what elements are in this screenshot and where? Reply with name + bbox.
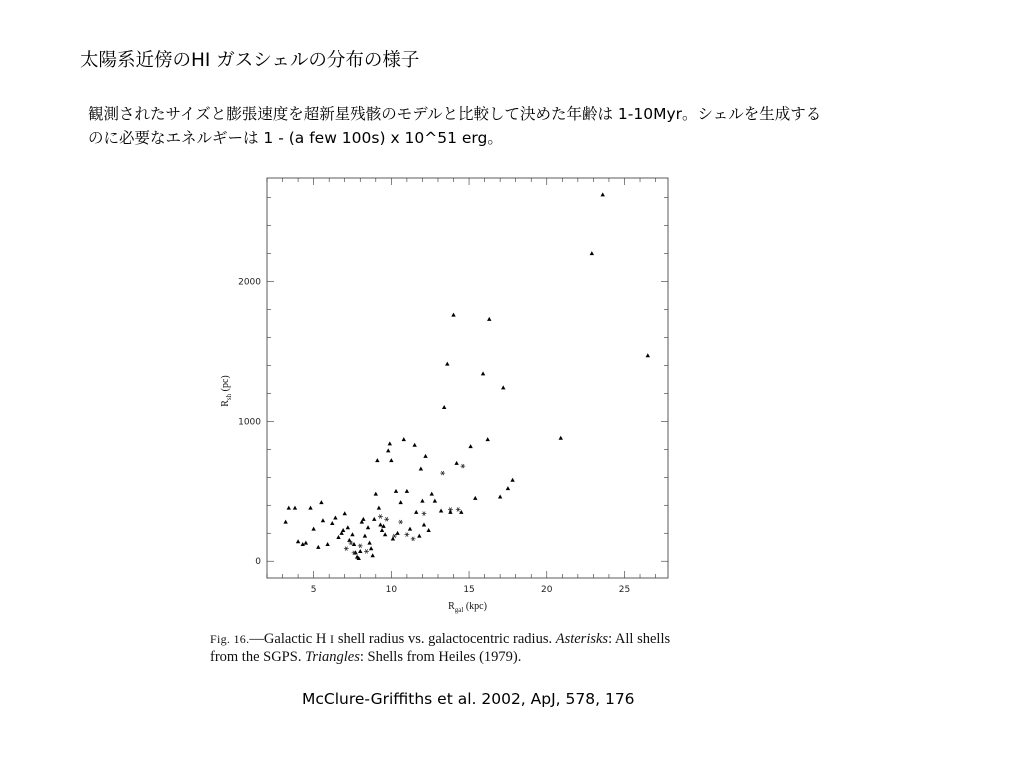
- asterisk-point: [422, 512, 427, 516]
- triangle-point: [448, 510, 452, 514]
- triangle-point: [383, 532, 387, 536]
- x-tick-label: 20: [541, 585, 553, 595]
- triangle-point: [325, 542, 329, 546]
- triangle-point: [311, 527, 315, 531]
- y-tick-label: 1000: [238, 417, 261, 428]
- triangle-point: [417, 534, 421, 538]
- triangle-point: [343, 511, 347, 515]
- y-tick-label: 2000: [238, 277, 261, 288]
- slide-title: 太陽系近傍のHI ガスシェルの分布の様子: [80, 50, 420, 71]
- caption-triangles-label: Triangles: [305, 649, 360, 665]
- triangle-point: [459, 510, 463, 514]
- triangle-point: [389, 458, 393, 462]
- triangle-point: [283, 520, 287, 524]
- figure-caption: [210, 630, 685, 666]
- caption-fig-label: Fig. 16.: [210, 632, 250, 646]
- triangle-point: [395, 531, 399, 535]
- triangle-point: [293, 506, 297, 510]
- description-line-2: のに必要なエネルギーは 1 - (a few 100s) x 10^51 erg。: [88, 129, 503, 147]
- asterisk-point: [398, 520, 403, 524]
- triangle-point: [422, 522, 426, 526]
- asterisk-point: [460, 464, 465, 468]
- triangle-point: [451, 313, 455, 317]
- triangle-point: [646, 353, 650, 357]
- triangle-point: [367, 541, 371, 545]
- triangle-point: [377, 506, 381, 510]
- triangle-point: [366, 525, 370, 529]
- triangle-point: [352, 542, 356, 546]
- triangle-point: [358, 549, 362, 553]
- triangle-point: [374, 492, 378, 496]
- triangle-point: [419, 467, 423, 471]
- triangle-point: [414, 510, 418, 514]
- asterisk-point: [378, 514, 383, 518]
- triangle-point: [296, 539, 300, 543]
- triangle-point: [481, 371, 485, 375]
- y-tick-label: 0: [255, 557, 261, 568]
- triangle-point: [559, 436, 563, 440]
- triangle-point: [473, 496, 477, 500]
- triangle-point: [433, 499, 437, 503]
- asterisk-point: [364, 549, 369, 553]
- triangle-point: [439, 508, 443, 512]
- asterisk-point: [404, 533, 409, 537]
- triangle-point: [426, 528, 430, 532]
- scatter-chart: [210, 170, 690, 630]
- triangle-point: [370, 553, 374, 557]
- triangle-point: [506, 486, 510, 490]
- caption-text-part1: —Galactic H: [249, 631, 327, 647]
- triangle-point: [510, 478, 514, 482]
- description-text: [88, 102, 988, 150]
- triangle-point: [501, 385, 505, 389]
- caption-triangles-text: : Shells from Heiles (1979).: [359, 649, 522, 665]
- triangle-point: [336, 535, 340, 539]
- triangle-point: [394, 489, 398, 493]
- triangle-point: [372, 517, 376, 521]
- triangle-point: [316, 545, 320, 549]
- x-tick-label: 10: [385, 585, 398, 595]
- x-tick-label: 15: [463, 585, 475, 595]
- asterisk-point: [456, 507, 461, 511]
- triangle-point: [601, 192, 605, 196]
- x-tick-label: 5: [310, 585, 317, 595]
- triangle-point: [350, 532, 354, 536]
- triangle-point: [423, 454, 427, 458]
- triangle-point: [498, 494, 502, 498]
- triangle-point: [369, 546, 373, 550]
- caption-text-part2: shell radius vs. galactocentric radius.: [334, 631, 556, 647]
- triangle-point: [380, 528, 384, 532]
- triangle-point: [486, 437, 490, 441]
- asterisk-point: [411, 537, 416, 541]
- triangle-point: [454, 461, 458, 465]
- triangle-point: [347, 538, 351, 542]
- triangle-point: [408, 527, 412, 531]
- triangle-point: [412, 443, 416, 447]
- triangle-point: [420, 499, 424, 503]
- triangle-point: [333, 515, 337, 519]
- triangle-point: [308, 506, 312, 510]
- description-line-1: 観測されたサイズと膨張速度を超新星残骸のモデルと比較して決めた年齢は 1-10Myr。シェルを生成する: [88, 105, 822, 123]
- triangle-point: [398, 500, 402, 504]
- triangle-point: [375, 458, 379, 462]
- triangle-point: [487, 317, 491, 321]
- plot-frame: [267, 178, 668, 578]
- triangle-point: [361, 517, 365, 521]
- caption-asterisks-text: : All shells from the SGPS.: [210, 631, 671, 665]
- triangle-point: [319, 500, 323, 504]
- citation-text: McClure-Griffiths et al. 2002, ApJ, 578, 176: [302, 690, 635, 708]
- triangle-point: [386, 448, 390, 452]
- asterisk-point: [358, 544, 363, 548]
- triangle-point: [445, 362, 449, 366]
- x-axis-label: $R_{gal}$ (kpc): [448, 601, 487, 614]
- y-axis-label: $R_{sh}$ (pc): [220, 375, 233, 407]
- triangle-point: [391, 536, 395, 540]
- asterisk-point: [440, 471, 445, 475]
- triangle-point: [442, 405, 446, 409]
- x-tick-label: 25: [618, 585, 631, 595]
- triangle-point: [468, 444, 472, 448]
- triangle-point: [330, 521, 334, 525]
- caption-asterisks-label: Asterisks: [555, 631, 609, 647]
- triangle-point: [405, 489, 409, 493]
- triangle-point: [304, 541, 308, 545]
- asterisk-point: [344, 547, 349, 551]
- asterisk-point: [384, 517, 389, 521]
- triangle-point: [287, 506, 291, 510]
- triangle-point: [430, 492, 434, 496]
- triangle-point: [321, 518, 325, 522]
- triangle-point: [378, 522, 382, 526]
- triangle-point: [341, 528, 345, 532]
- triangle-point: [590, 251, 594, 255]
- triangle-point: [402, 437, 406, 441]
- caption-hi-numeral: I: [329, 632, 335, 646]
- triangle-point: [346, 525, 350, 529]
- triangle-point: [388, 441, 392, 445]
- scatter-figure: [210, 170, 690, 670]
- triangle-point: [363, 534, 367, 538]
